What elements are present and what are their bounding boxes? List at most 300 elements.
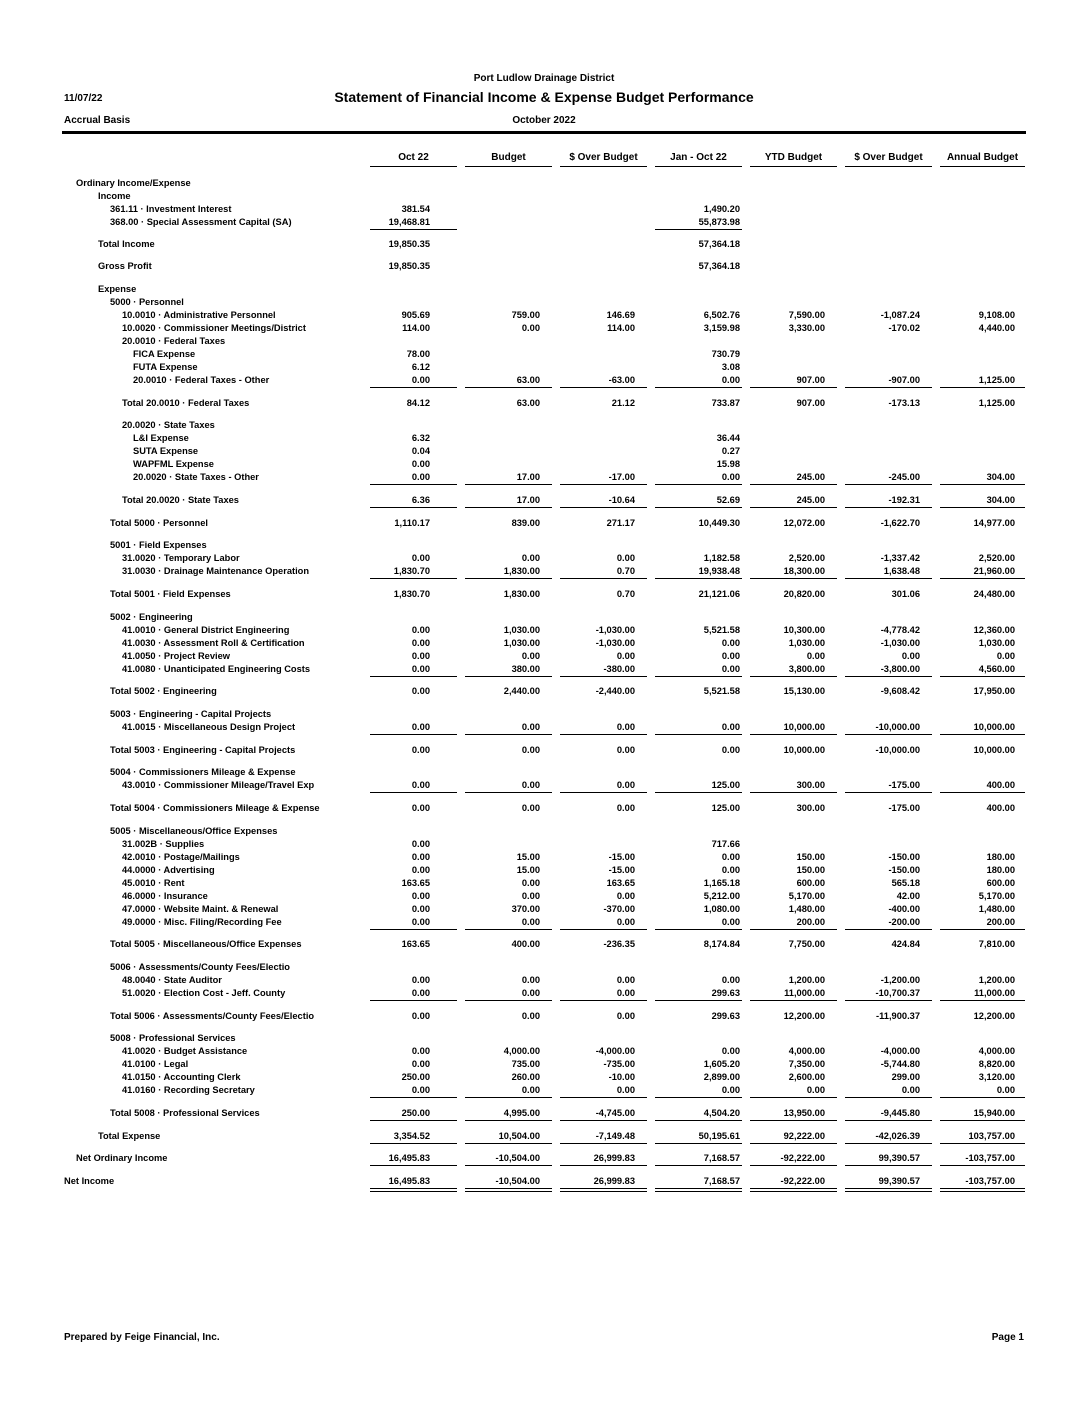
row-value: 10,000.00 bbox=[783, 745, 825, 755]
row-value: 0.00 bbox=[411, 651, 430, 661]
row-value: 15.98 bbox=[716, 459, 740, 469]
total-double-rule bbox=[845, 1188, 932, 1192]
row-label: Total 20.0020 · State Taxes bbox=[122, 495, 239, 505]
row-value: 0.00 bbox=[616, 1085, 635, 1095]
row-value: 103,757.00 bbox=[968, 1131, 1015, 1141]
row-value: 0.00 bbox=[616, 651, 635, 661]
subtotal-rule bbox=[465, 1120, 552, 1121]
subtotal-rule bbox=[465, 676, 552, 677]
row-value: 4,995.00 bbox=[503, 1108, 540, 1118]
row-value: 0.70 bbox=[616, 589, 635, 599]
row-value: -10.00 bbox=[608, 1072, 635, 1082]
row-value: 0.00 bbox=[521, 1085, 540, 1095]
row-label: Total 5008 · Professional Services bbox=[110, 1108, 260, 1118]
row-label: 5008 · Professional Services bbox=[110, 1033, 236, 1043]
total-double-rule bbox=[370, 1188, 457, 1192]
row-value: 1,830.70 bbox=[393, 589, 430, 599]
row-value: 0.00 bbox=[411, 553, 430, 563]
row-value: 163.65 bbox=[401, 939, 430, 949]
row-value: 0.00 bbox=[411, 459, 430, 469]
row-value: 0.00 bbox=[411, 865, 430, 875]
row-label: 5003 · Engineering - Capital Projects bbox=[110, 709, 272, 719]
row-value: -150.00 bbox=[888, 865, 920, 875]
subtotal-rule bbox=[750, 484, 837, 485]
row-value: 400.00 bbox=[986, 780, 1015, 790]
row-value: 0.00 bbox=[901, 1085, 920, 1095]
row-value: 10,000.00 bbox=[973, 745, 1015, 755]
subtotal-rule bbox=[750, 507, 837, 508]
row-value: 300.00 bbox=[796, 780, 825, 790]
row-value: 21,960.00 bbox=[973, 566, 1015, 576]
row-value: 163.65 bbox=[401, 878, 430, 888]
row-value: 0.00 bbox=[411, 722, 430, 732]
row-value: 381.54 bbox=[401, 204, 430, 214]
row-value: 0.00 bbox=[521, 722, 540, 732]
row-value: -173.13 bbox=[888, 398, 920, 408]
row-label: Net Income bbox=[64, 1176, 115, 1186]
row-value: 10,300.00 bbox=[783, 625, 825, 635]
row-value: 3,159.98 bbox=[703, 323, 740, 333]
subtotal-rule bbox=[560, 792, 647, 793]
row-label: 5000 · Personnel bbox=[110, 297, 184, 307]
row-value: -17.00 bbox=[608, 472, 635, 482]
row-value: 0.00 bbox=[411, 1011, 430, 1021]
subtotal-rule bbox=[845, 578, 932, 579]
row-value: 301.06 bbox=[891, 589, 920, 599]
subtotal-rule bbox=[370, 1165, 457, 1166]
row-value: 0.00 bbox=[411, 1046, 430, 1056]
column-header-over-budget: $ Over Budget bbox=[560, 152, 647, 167]
row-value: 0.00 bbox=[411, 975, 430, 985]
row-value: 180.00 bbox=[986, 852, 1015, 862]
subtotal-rule bbox=[655, 484, 742, 485]
row-value: 10,000.00 bbox=[973, 722, 1015, 732]
subtotal-rule bbox=[370, 229, 457, 230]
row-label: Income bbox=[98, 191, 131, 201]
row-value: 565.18 bbox=[891, 878, 920, 888]
subtotal-rule bbox=[655, 1165, 742, 1166]
subtotal-rule bbox=[940, 387, 1025, 388]
row-value: 17.00 bbox=[516, 472, 540, 482]
row-value: -9,445.80 bbox=[880, 1108, 920, 1118]
row-label: 46.0000 · Insurance bbox=[122, 891, 208, 901]
row-value: 4,504.20 bbox=[703, 1108, 740, 1118]
row-value: -1,200.00 bbox=[880, 975, 920, 985]
row-value: 9,108.00 bbox=[978, 310, 1015, 320]
row-value: 271.17 bbox=[606, 518, 635, 528]
row-value: 1,080.00 bbox=[703, 904, 740, 914]
subtotal-rule bbox=[370, 929, 457, 930]
row-value: 2,520.00 bbox=[978, 553, 1015, 563]
row-value: 1,165.18 bbox=[703, 878, 740, 888]
subtotal-rule bbox=[655, 792, 742, 793]
subtotal-rule bbox=[845, 676, 932, 677]
subtotal-rule bbox=[465, 507, 552, 508]
row-value: 1,200.00 bbox=[788, 975, 825, 985]
subtotal-rule bbox=[750, 387, 837, 388]
row-value: -1,030.00 bbox=[595, 638, 635, 648]
row-value: 0.00 bbox=[521, 553, 540, 563]
row-value: 55,873.98 bbox=[698, 217, 740, 227]
row-value: -192.31 bbox=[888, 495, 920, 505]
row-value: -5,744.80 bbox=[880, 1059, 920, 1069]
row-value: 400.00 bbox=[986, 803, 1015, 813]
row-value: -4,000.00 bbox=[880, 1046, 920, 1056]
row-value: 4,000.00 bbox=[978, 1046, 1015, 1056]
row-value: -735.00 bbox=[603, 1059, 635, 1069]
subtotal-rule bbox=[845, 484, 932, 485]
row-value: -3,800.00 bbox=[880, 664, 920, 674]
row-value: -10,000.00 bbox=[875, 745, 920, 755]
row-value: 14,977.00 bbox=[973, 518, 1015, 528]
row-value: 730.79 bbox=[711, 349, 740, 359]
row-label: 41.0160 · Recording Secretary bbox=[122, 1085, 255, 1095]
row-label: 5001 · Field Expenses bbox=[110, 540, 207, 550]
row-value: 5,212.00 bbox=[703, 891, 740, 901]
row-value: 42.00 bbox=[896, 891, 920, 901]
row-value: 180.00 bbox=[986, 865, 1015, 875]
subtotal-rule bbox=[560, 484, 647, 485]
total-double-rule bbox=[655, 1188, 742, 1192]
row-value: 15.00 bbox=[516, 865, 540, 875]
row-value: 0.00 bbox=[411, 852, 430, 862]
row-value: 11,000.00 bbox=[784, 988, 825, 998]
row-label: Total 20.0010 · Federal Taxes bbox=[122, 398, 250, 408]
row-label: 20.0010 · Federal Taxes - Other bbox=[133, 375, 270, 385]
row-label: 41.0080 · Unanticipated Engineering Costs bbox=[122, 664, 311, 674]
row-value: 7,168.57 bbox=[703, 1176, 740, 1186]
row-value: -92,222.00 bbox=[780, 1153, 825, 1163]
row-label: 20.0020 · State Taxes - Other bbox=[133, 472, 259, 482]
row-value: 0.00 bbox=[521, 878, 540, 888]
row-value: 125.00 bbox=[711, 780, 740, 790]
subtotal-rule bbox=[750, 1143, 837, 1144]
column-header-ytd: Jan - Oct 22 bbox=[655, 152, 742, 167]
subtotal-rule bbox=[940, 1120, 1025, 1121]
row-value: 0.00 bbox=[521, 917, 540, 927]
row-value: 0.00 bbox=[806, 651, 825, 661]
subtotal-rule bbox=[750, 578, 837, 579]
row-value: -400.00 bbox=[888, 904, 920, 914]
subtotal-rule bbox=[940, 792, 1025, 793]
row-value: 0.00 bbox=[411, 664, 430, 674]
row-value: 12,360.00 bbox=[973, 625, 1015, 635]
subtotal-rule bbox=[560, 1097, 647, 1098]
row-label: 42.0010 · Postage/Mailings bbox=[122, 852, 240, 862]
row-value: 0.00 bbox=[521, 891, 540, 901]
row-value: 0.00 bbox=[721, 975, 740, 985]
row-value: 21,121.06 bbox=[698, 589, 740, 599]
row-label: 5004 · Commissioners Mileage & Expense bbox=[110, 767, 296, 777]
row-value: 0.00 bbox=[411, 1059, 430, 1069]
subtotal-rule bbox=[845, 929, 932, 930]
row-value: 0.00 bbox=[521, 780, 540, 790]
row-value: -200.00 bbox=[888, 917, 920, 927]
row-label: 41.0100 · Legal bbox=[122, 1059, 189, 1069]
row-value: -175.00 bbox=[888, 780, 920, 790]
row-value: -4,000.00 bbox=[595, 1046, 635, 1056]
subtotal-rule bbox=[845, 507, 932, 508]
row-value: -1,030.00 bbox=[595, 625, 635, 635]
row-value: 114.00 bbox=[607, 323, 635, 333]
row-label: Total 5000 · Personnel bbox=[110, 518, 208, 528]
subtotal-rule bbox=[465, 484, 552, 485]
subtotal-rule bbox=[560, 676, 647, 677]
row-label: 20.0010 · Federal Taxes bbox=[122, 336, 226, 346]
subtotal-rule bbox=[465, 734, 552, 735]
row-value: 0.00 bbox=[411, 803, 430, 813]
row-value: 5,170.00 bbox=[978, 891, 1015, 901]
subtotal-rule bbox=[560, 507, 647, 508]
row-value: 3,354.52 bbox=[393, 1131, 430, 1141]
row-label: 43.0010 · Commissioner Mileage/Travel Exp bbox=[122, 780, 315, 790]
row-value: 2,440.00 bbox=[503, 686, 540, 696]
row-value: 1,030.00 bbox=[788, 638, 825, 648]
row-label: 44.0000 · Advertising bbox=[122, 865, 215, 875]
row-value: 0.00 bbox=[721, 865, 740, 875]
row-value: 0.00 bbox=[721, 638, 740, 648]
row-value: -103,757.00 bbox=[965, 1153, 1015, 1163]
row-value: 424.84 bbox=[891, 939, 920, 949]
row-value: 3,120.00 bbox=[978, 1072, 1015, 1082]
row-value: 0.00 bbox=[411, 638, 430, 648]
subtotal-rule bbox=[655, 387, 742, 388]
row-value: 114.00 bbox=[402, 323, 430, 333]
row-value: 0.00 bbox=[411, 891, 430, 901]
row-value: 0.00 bbox=[411, 625, 430, 635]
row-value: -10,000.00 bbox=[875, 722, 920, 732]
row-value: 0.00 bbox=[521, 1011, 540, 1021]
row-value: 50,195.61 bbox=[698, 1131, 740, 1141]
row-value: 19,850.35 bbox=[388, 261, 430, 271]
row-value: -1,030.00 bbox=[880, 638, 920, 648]
subtotal-rule bbox=[560, 929, 647, 930]
row-value: 5,521.58 bbox=[703, 686, 740, 696]
row-value: 150.00 bbox=[796, 865, 825, 875]
row-value: 16,495.83 bbox=[388, 1153, 430, 1163]
row-value: 245.00 bbox=[796, 495, 825, 505]
report-period: October 2022 bbox=[512, 115, 576, 126]
row-value: 4,440.00 bbox=[978, 323, 1015, 333]
total-double-rule bbox=[750, 1188, 837, 1192]
row-label: Total 5002 · Engineering bbox=[110, 686, 217, 696]
row-value: 8,820.00 bbox=[978, 1059, 1015, 1069]
row-value: 0.00 bbox=[521, 975, 540, 985]
row-label: FUTA Expense bbox=[133, 362, 198, 372]
row-label: 41.0015 · Miscellaneous Design Project bbox=[122, 722, 296, 732]
row-value: 1,605.20 bbox=[703, 1059, 740, 1069]
row-value: 1,125.00 bbox=[978, 398, 1015, 408]
row-value: 1,480.00 bbox=[788, 904, 825, 914]
subtotal-rule bbox=[370, 676, 457, 677]
row-value: 0.00 bbox=[616, 803, 635, 813]
row-value: 0.00 bbox=[806, 1085, 825, 1095]
row-value: 5,521.58 bbox=[703, 625, 740, 635]
row-value: 1,830.70 bbox=[393, 566, 430, 576]
row-value: 0.00 bbox=[721, 1046, 740, 1056]
report-date: 11/07/22 bbox=[64, 93, 103, 104]
subtotal-rule bbox=[940, 929, 1025, 930]
row-value: -10.64 bbox=[608, 495, 635, 505]
row-value: 0.00 bbox=[721, 722, 740, 732]
subtotal-rule bbox=[655, 676, 742, 677]
row-value: 92,222.00 bbox=[783, 1131, 825, 1141]
subtotal-rule bbox=[750, 792, 837, 793]
subtotal-rule bbox=[940, 676, 1025, 677]
row-value: 0.00 bbox=[721, 664, 740, 674]
row-label: 41.0020 · Budget Assistance bbox=[122, 1046, 248, 1056]
subtotal-rule bbox=[465, 387, 552, 388]
row-label: 41.0030 · Assessment Roll & Certification bbox=[122, 638, 305, 648]
row-value: 1,638.48 bbox=[883, 566, 920, 576]
row-value: 907.00 bbox=[796, 375, 825, 385]
row-value: 299.00 bbox=[891, 1072, 920, 1082]
subtotal-rule bbox=[370, 484, 457, 485]
row-value: 18,300.00 bbox=[783, 566, 825, 576]
subtotal-rule bbox=[750, 1165, 837, 1166]
row-value: 2,899.00 bbox=[703, 1072, 740, 1082]
subtotal-rule bbox=[845, 1143, 932, 1144]
row-value: 12,200.00 bbox=[783, 1011, 825, 1021]
row-value: 839.00 bbox=[511, 518, 540, 528]
row-label: 41.0150 · Accounting Clerk bbox=[122, 1072, 241, 1082]
row-value: -92,222.00 bbox=[780, 1176, 825, 1186]
row-value: 0.04 bbox=[411, 446, 430, 456]
subtotal-rule bbox=[560, 734, 647, 735]
subtotal-rule bbox=[940, 1097, 1025, 1098]
row-value: -370.00 bbox=[603, 904, 635, 914]
row-label: Gross Profit bbox=[98, 261, 152, 271]
row-label: WAPFML Expense bbox=[133, 459, 214, 469]
row-value: 0.00 bbox=[616, 780, 635, 790]
row-value: 99,390.57 bbox=[878, 1153, 920, 1163]
page-number: Page 1 bbox=[991, 1332, 1024, 1343]
row-value: 759.00 bbox=[511, 310, 540, 320]
subtotal-rule bbox=[370, 507, 457, 508]
row-value: 19,468.81 bbox=[388, 217, 430, 227]
row-value: 150.00 bbox=[796, 852, 825, 862]
subtotal-rule bbox=[845, 792, 932, 793]
row-value: 125.00 bbox=[711, 803, 740, 813]
row-value: 24,480.00 bbox=[973, 589, 1015, 599]
subtotal-rule bbox=[465, 578, 552, 579]
subtotal-rule bbox=[940, 1143, 1025, 1144]
row-label: 41.0050 · Project Review bbox=[122, 651, 231, 661]
row-value: 905.69 bbox=[401, 310, 430, 320]
row-value: 600.00 bbox=[986, 878, 1015, 888]
row-value: -9,608.42 bbox=[880, 686, 920, 696]
row-value: 8,174.84 bbox=[703, 939, 740, 949]
row-value: -103,757.00 bbox=[965, 1176, 1015, 1186]
subtotal-rule bbox=[845, 1120, 932, 1121]
column-header-oct22: Oct 22 bbox=[370, 152, 457, 167]
row-value: 84.12 bbox=[406, 398, 430, 408]
row-value: 63.00 bbox=[516, 398, 540, 408]
subtotal-rule bbox=[940, 507, 1025, 508]
row-value: 380.00 bbox=[511, 664, 540, 674]
row-value: -15.00 bbox=[608, 865, 635, 875]
row-value: 0.00 bbox=[411, 472, 430, 482]
row-value: 20,820.00 bbox=[783, 589, 825, 599]
row-value: 0.00 bbox=[721, 472, 740, 482]
row-value: -10,504.00 bbox=[495, 1153, 540, 1163]
row-value: 7,350.00 bbox=[788, 1059, 825, 1069]
row-value: -63.00 bbox=[608, 375, 635, 385]
row-value: -7,149.48 bbox=[595, 1131, 635, 1141]
row-value: 1,030.00 bbox=[978, 638, 1015, 648]
row-value: 0.00 bbox=[616, 988, 635, 998]
column-header-ytd-over-budget: $ Over Budget bbox=[845, 152, 932, 167]
row-value: 19,850.35 bbox=[388, 239, 430, 249]
row-value: 250.00 bbox=[401, 1108, 430, 1118]
subtotal-rule bbox=[370, 1000, 457, 1001]
subtotal-rule bbox=[370, 1143, 457, 1144]
row-value: 0.00 bbox=[411, 686, 430, 696]
row-value: 163.65 bbox=[606, 878, 635, 888]
row-value: 0.00 bbox=[721, 1085, 740, 1095]
row-value: 13,950.00 bbox=[783, 1108, 825, 1118]
row-value: 7,810.00 bbox=[978, 939, 1015, 949]
subtotal-rule bbox=[655, 507, 742, 508]
row-label: 5005 · Miscellaneous/Office Expenses bbox=[110, 826, 278, 836]
row-value: 0.00 bbox=[721, 651, 740, 661]
row-value: 735.00 bbox=[511, 1059, 540, 1069]
row-value: 7,750.00 bbox=[788, 939, 825, 949]
row-value: 600.00 bbox=[796, 878, 825, 888]
row-value: 0.70 bbox=[616, 566, 635, 576]
row-value: 21.12 bbox=[611, 398, 635, 408]
row-value: 0.00 bbox=[616, 1011, 635, 1021]
subtotal-rule bbox=[465, 1097, 552, 1098]
row-value: 304.00 bbox=[986, 495, 1015, 505]
row-label: Total Income bbox=[98, 239, 155, 249]
row-label: Net Ordinary Income bbox=[76, 1153, 168, 1163]
row-value: 1,830.00 bbox=[503, 566, 540, 576]
row-value: 1,830.00 bbox=[503, 589, 540, 599]
subtotal-rule bbox=[560, 578, 647, 579]
row-value: -1,087.24 bbox=[880, 310, 920, 320]
row-value: 12,200.00 bbox=[973, 1011, 1015, 1021]
row-value: 260.00 bbox=[511, 1072, 540, 1082]
row-label: 31.0030 · Drainage Maintenance Operation bbox=[122, 566, 310, 576]
subtotal-rule bbox=[370, 734, 457, 735]
row-value: -175.00 bbox=[888, 803, 920, 813]
row-value: -2,440.00 bbox=[595, 686, 635, 696]
row-value: 4,560.00 bbox=[978, 664, 1015, 674]
row-label: L&I Expense bbox=[133, 433, 189, 443]
row-value: 0.00 bbox=[616, 891, 635, 901]
row-value: 0.00 bbox=[616, 975, 635, 985]
row-value: 11,000.00 bbox=[974, 988, 1015, 998]
row-value: 907.00 bbox=[796, 398, 825, 408]
row-value: 17,950.00 bbox=[973, 686, 1015, 696]
row-value: 6,502.76 bbox=[703, 310, 740, 320]
row-value: 0.00 bbox=[521, 745, 540, 755]
row-value: 57,364.18 bbox=[698, 261, 740, 271]
row-value: 304.00 bbox=[986, 472, 1015, 482]
row-value: 99,390.57 bbox=[878, 1176, 920, 1186]
row-value: 10,000.00 bbox=[783, 722, 825, 732]
subtotal-rule bbox=[655, 578, 742, 579]
row-value: 0.00 bbox=[411, 988, 430, 998]
row-value: 0.27 bbox=[721, 446, 740, 456]
total-double-rule bbox=[465, 1188, 552, 1192]
row-value: 146.69 bbox=[606, 310, 635, 320]
row-label: 368.00 · Special Assessment Capital (SA) bbox=[110, 217, 292, 227]
row-value: -1,337.42 bbox=[880, 553, 920, 563]
row-label: 41.0010 · General District Engineering bbox=[122, 625, 290, 635]
subtotal-rule bbox=[940, 1165, 1025, 1166]
